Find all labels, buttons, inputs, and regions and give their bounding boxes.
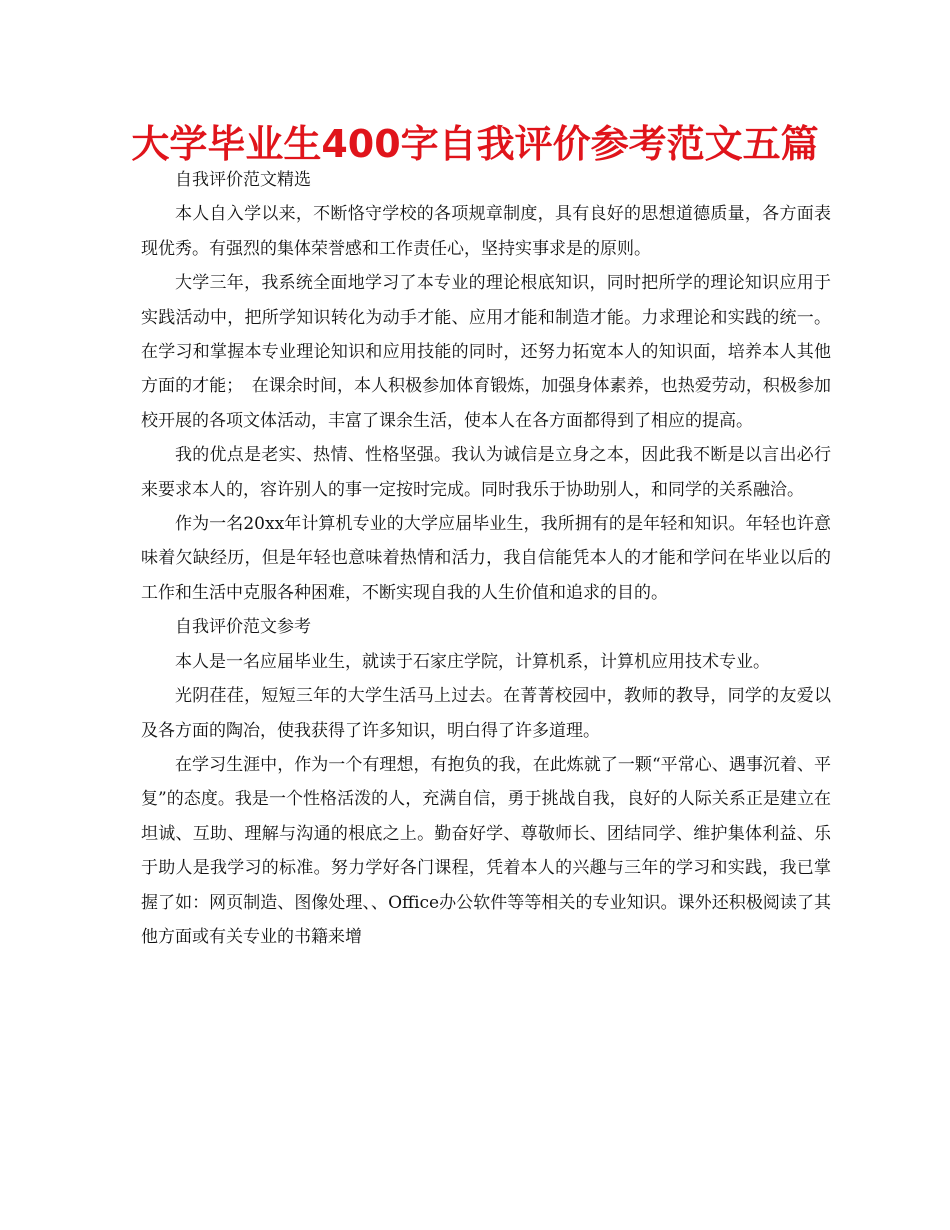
paragraph: 本人是一名应届毕业生，就读于石家庄学院，计算机系，计算机应用技术专业。 xyxy=(175,651,770,672)
paragraph: 作为一名20xx年计算机专业的大学应届毕业生，我所拥有的是年轻和知识。年轻也许意味着欠缺经历，但是年轻也意味着热情和活力，我自信能凭本人的才能和学问在毕业以后的工作和生活中克服各种困难，不断实现自我的人生价值和追求的目的。 xyxy=(141,514,831,603)
paragraph: 大学三年，我系统全面地学习了本专业的理论根底知识，同时把所学的理论知识应用于实践活动中，把所学知识转化为动手才能、应用才能和制造才能。力求理论和实践的统一。在学习和掌握本专业理论知识和应用技能的同时，还努力拓宽本人的知识面，培养本人其他方面的才能； 在课余时间，本人积极参加体育锻炼，加强身体素养，也热爱劳动，积极参加校开展的各项文体活动，丰富了课余生活，使本人在各方面都得到了相应的提高。 xyxy=(141,273,831,431)
section-heading: 自我评价范文参考 xyxy=(175,617,311,638)
paragraph: 我的优点是老实、热情、性格坚强。我认为诚信是立身之本，因此我不断是以言出必行来要求本人的，容许别人的事一定按时完成。同时我乐于协助别人，和同学的关系融洽。 xyxy=(141,445,831,500)
paragraph: 光阴荏荏，短短三年的大学生活马上过去。在菁菁校园中，教师的教导，同学的友爱以及各方面的陶冶，使我获得了许多知识，明白得了许多道理。 xyxy=(141,686,831,741)
document-body xyxy=(141,163,831,954)
section-heading: 自我评价范文精选 xyxy=(175,170,311,190)
document-title: 大学毕业生400字自我评价参考范文五篇 xyxy=(131,122,819,166)
paragraph: 本人自入学以来，不断恪守学校的各项规章制度，具有良好的思想道德质量，各方面表现优秀。有强烈的集体荣誉感和工作责任心，坚持实事求是的原则。 xyxy=(141,204,831,259)
paragraph: 在学习生涯中，作为一个有理想，有抱负的我，在此炼就了一颗“平常心、遇事沉着、平复”的态度。我是一个性格活泼的人，充满自信，勇于挑战自我，良好的人际关系正是建立在坦诚、互助、理解与沟通的根底之上。勤奋好学、尊敬师长、团结同学、维护集体利益、乐于助人是我学习的标准。努力学好各门课程，凭着本人的兴趣与三年的学习和实践，我已掌握了如：网页制造、图像处理、、Office办公软件等等相关的专业知识。课外还积极阅读了其他方面或有关专业的书籍来增 xyxy=(141,754,831,947)
